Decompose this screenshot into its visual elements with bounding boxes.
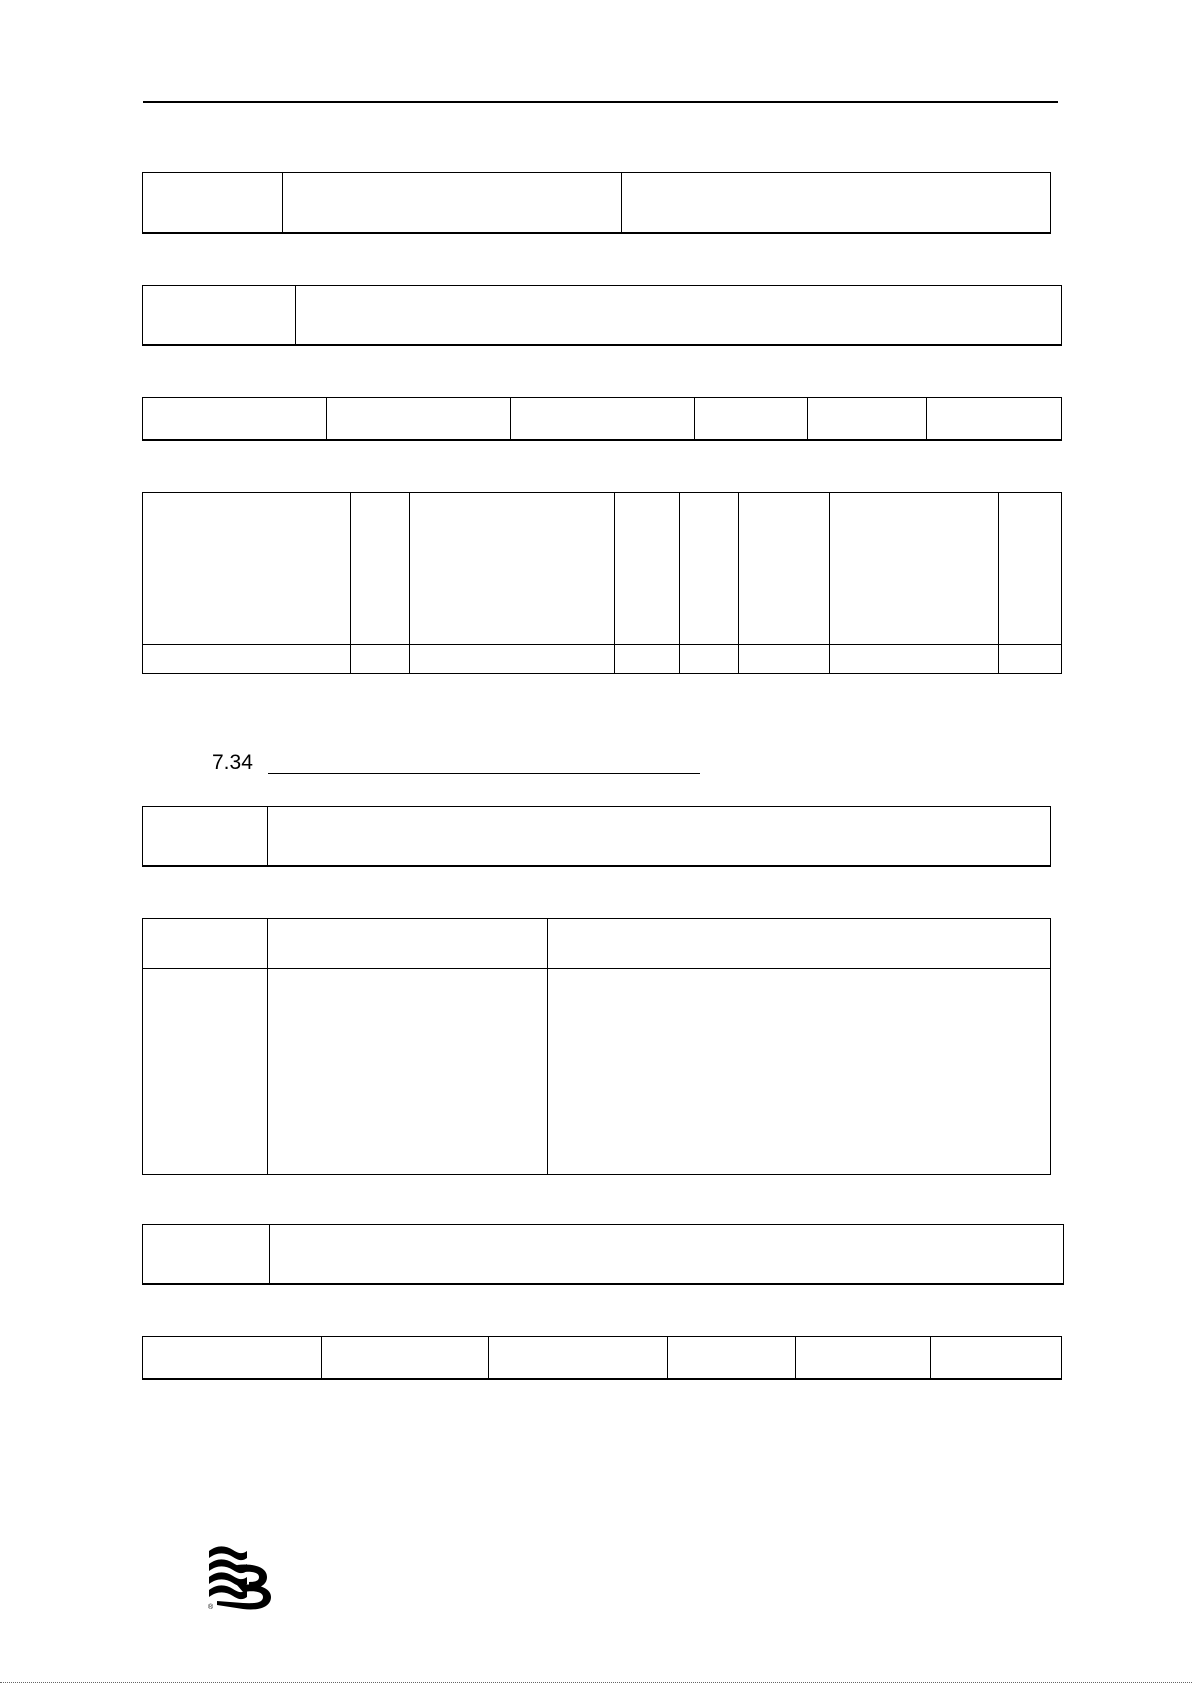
table-cell — [739, 645, 830, 674]
table-cell — [327, 398, 511, 440]
table-cell — [622, 233, 1051, 234]
table-row — [143, 1337, 1062, 1379]
table-row — [143, 807, 1051, 866]
table-cell — [268, 866, 1051, 867]
table-row — [143, 1284, 1064, 1285]
table-cell — [548, 969, 1051, 1175]
table-cell — [489, 1379, 668, 1380]
table-2 — [142, 285, 1062, 346]
table-row — [143, 969, 1051, 1175]
table-cell — [615, 493, 680, 645]
table-row — [143, 645, 1062, 674]
table-row — [143, 1379, 1062, 1380]
table-cell — [680, 645, 739, 674]
section-title-underline — [268, 773, 700, 774]
table-cell — [796, 1379, 931, 1380]
table-cell — [511, 398, 695, 440]
table-row — [143, 440, 1062, 441]
table-row — [143, 233, 1051, 234]
table-cell — [143, 1225, 270, 1284]
table-cell — [695, 440, 808, 441]
registered-mark: ® — [208, 1604, 214, 1611]
table-cell — [511, 440, 695, 441]
table-row — [143, 866, 1051, 867]
table-cell — [668, 1379, 796, 1380]
table-row — [143, 286, 1062, 345]
table-cell — [668, 1337, 796, 1379]
table-6 — [142, 918, 1051, 1175]
table-cell — [999, 493, 1062, 645]
table-row — [143, 919, 1051, 969]
table-row — [143, 398, 1062, 440]
table-cell — [739, 493, 830, 645]
table-cell — [270, 1225, 1064, 1284]
table-cell — [830, 493, 999, 645]
table-cell — [808, 398, 927, 440]
table-cell — [283, 233, 622, 234]
table-cell — [351, 493, 410, 645]
table-cell — [268, 919, 548, 969]
company-logo-icon — [207, 1545, 273, 1611]
table-cell — [143, 1379, 322, 1380]
table-cell — [143, 866, 268, 867]
table-cell — [296, 345, 1062, 346]
table-cell — [143, 173, 283, 233]
table-cell — [143, 1337, 322, 1379]
page-bottom-rule — [0, 1682, 1192, 1683]
table-cell — [931, 1379, 1062, 1380]
table-cell — [927, 398, 1062, 440]
table-row — [143, 493, 1062, 645]
table-cell — [143, 969, 268, 1175]
table-cell — [410, 645, 615, 674]
table-row — [143, 173, 1051, 233]
table-cell — [695, 398, 808, 440]
table-cell — [143, 440, 327, 441]
table-cell — [931, 1337, 1062, 1379]
table-cell — [143, 493, 351, 645]
table-cell — [351, 645, 410, 674]
table-8 — [142, 1336, 1062, 1380]
section-number: 7.34 — [212, 751, 253, 774]
table-row — [143, 1225, 1064, 1284]
table-cell — [830, 645, 999, 674]
table-cell — [143, 645, 351, 674]
table-cell — [268, 807, 1051, 866]
table-cell — [296, 286, 1062, 345]
table-row — [143, 345, 1062, 346]
table-cell — [808, 440, 927, 441]
table-cell — [622, 173, 1051, 233]
header-rule — [143, 101, 1058, 103]
table-cell — [143, 345, 296, 346]
table-5 — [142, 806, 1051, 867]
table-3 — [142, 397, 1062, 441]
table-cell — [410, 493, 615, 645]
table-cell — [143, 919, 268, 969]
table-cell — [489, 1337, 668, 1379]
table-1 — [142, 172, 1051, 234]
table-cell — [283, 173, 622, 233]
table-cell — [615, 645, 680, 674]
table-cell — [143, 398, 327, 440]
table-cell — [927, 440, 1062, 441]
table-7 — [142, 1224, 1064, 1285]
table-cell — [322, 1379, 489, 1380]
table-cell — [999, 645, 1062, 674]
table-cell — [796, 1337, 931, 1379]
table-cell — [143, 233, 283, 234]
table-4 — [142, 492, 1062, 674]
table-cell — [143, 286, 296, 345]
table-cell — [327, 440, 511, 441]
table-cell — [680, 493, 739, 645]
table-cell — [322, 1337, 489, 1379]
table-cell — [270, 1284, 1064, 1285]
table-cell — [143, 1284, 270, 1285]
table-cell — [268, 969, 548, 1175]
table-cell — [143, 807, 268, 866]
table-cell — [548, 919, 1051, 969]
